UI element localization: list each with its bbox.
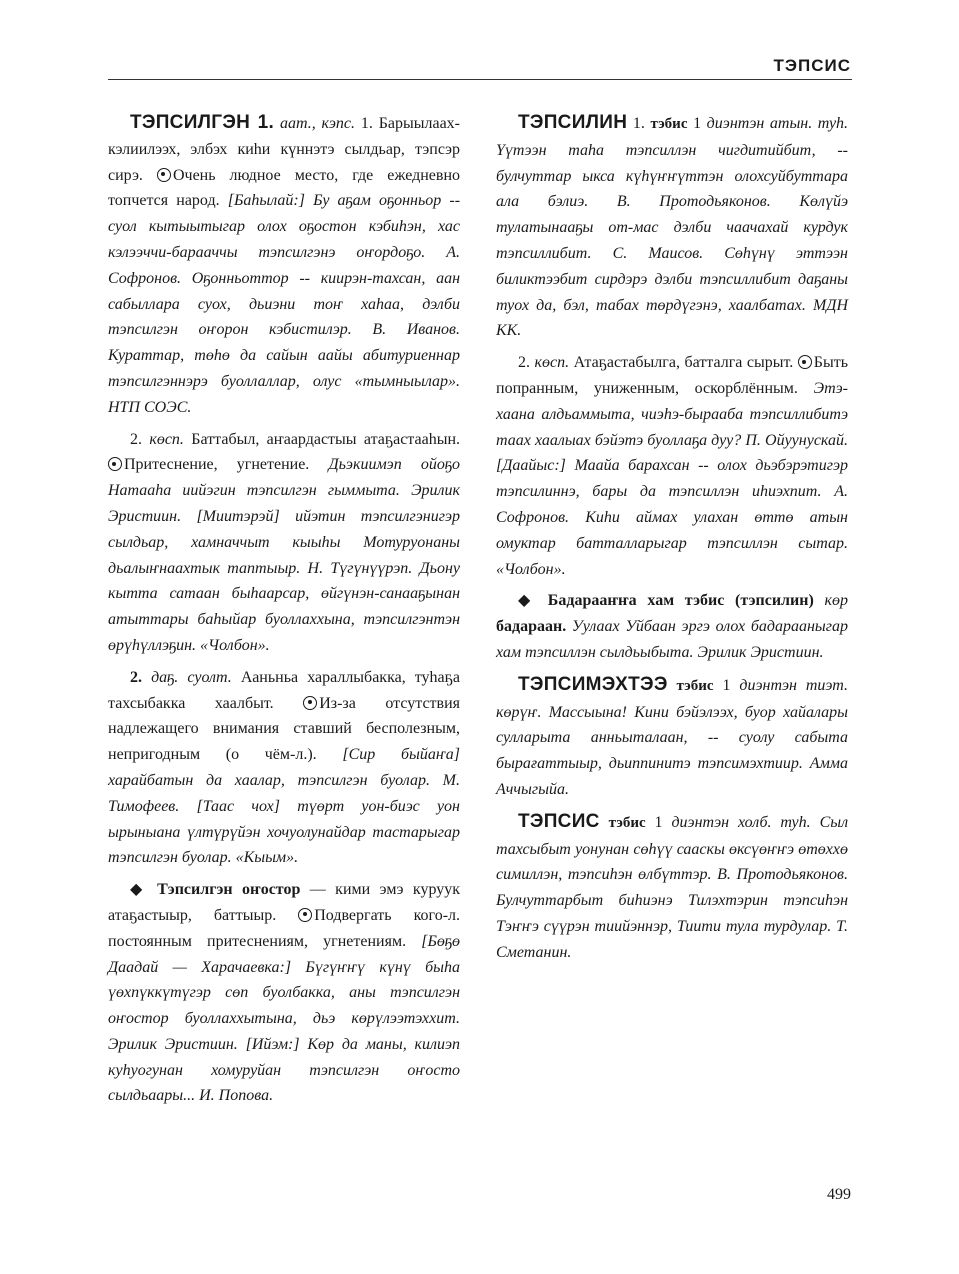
grammar-label: диэнтэн атын. туһ. (706, 115, 849, 132)
definition: Атаҕастабылга, батталга сырыт. (573, 354, 794, 372)
example-citations: Сыл тахсыбыт уонунан сөһүү сааскы өксүөҥҥэ өтөххө симиллэн, тэпсиһэн өлбүттэр. В. Протодьяконов. Булчуттарбыт биһиэнэ Тилэхтэрин тэпсиһэн Тэҥҥэ сүүрэн тиийэннэр, Тиити тула турдулар. Т. Сметанин. (496, 813, 849, 961)
entry-tepsilgen-sense-2 (108, 427, 460, 659)
example-citations: Уулаах Уйбаан эргэ олох бадарааныгар хам тэпсиллэн сылдьыбыта. Эрилик Эристиин. (496, 618, 849, 661)
example-citations: Массыына! Кини бэйэлээх, буор хайалары сулларыта анньыталаан, -- суолу сабыта бырағаттыыр, дьиппинитэ тэпсимэхтиир. Амма Аччыгыйа. (496, 703, 849, 798)
entry-tepsis (496, 809, 848, 966)
phrase-badaraanga (496, 588, 848, 665)
entry-tepsilgen (108, 110, 460, 421)
russian-translation: Подвергать кого-л. постоянным притеснениям, угнетениям. (108, 906, 461, 950)
grammar-label: даҕ. суолт. (151, 668, 232, 686)
russian-translation: Очень людное место, где ежедневно топчется народ. (108, 166, 461, 210)
phrase: Тэпсилгэн оҥостор (157, 881, 301, 899)
example-citations: [Бөҕө Даадай — Харачаевка:] Бүгүҥҥү күнү быһа үөхпүккүтүгэр сөп буолбакка, аны тэпсилгэн оҥостор буоллаххытына, дьэ көрүлээтэххит. Эрилик Эристиин. [Ийэм:] Көр да маны, килиэп куһуогунан хомуруйан тэпсилгэн оҥосто сылдьаары... И. Попова. (108, 932, 461, 1105)
definition: — кими эмэ куруук атаҕастыыр, баттыыр. (108, 881, 461, 924)
entry-tepsilin-sense-2 (496, 350, 848, 582)
headword: ТЭПСИМЭХТЭЭ (518, 673, 668, 695)
example-citations: Үүтээн таһа тэпсиллэн чигдитийбит, -- булчуттар ыкса күһүҥҥүттэн олохсуйбуттара ала бэлиэ. В. Протодьяконов. Көлүйэ тулатынааҕы от-мас дэлби чаачахай курдук тэпсиллибит. С. Маисов. Сөһүнү эттээн биликтээбит сирдэрэ дэлби тэпсиллибит даҕаны туох да, бэл, табах төрдүгэнэ, хаалбатах. МДН КК. (496, 141, 848, 340)
diamond-icon: ◆ (518, 592, 538, 610)
base-word: тэбис (650, 116, 688, 132)
russian-translation: Из-за отсутствия надлежащего внимания ставший бесполезным, непригодным (о чём-л.). (108, 694, 461, 764)
homonym-number: 1 (693, 115, 702, 132)
see-label: көр (824, 592, 849, 610)
russian-translation: Притеснение, угнетение. (124, 456, 310, 474)
russian-translation-icon (303, 696, 317, 710)
example-citations: Этэ-хаана алдьаммыта, чиэһэ-бырааба тэпсиллибитэ таах хаалыах бэйэтэ буоллаҕа дуу? П. Ойуунускай. [Даайыс:] Маайа барахсан -- олох дьэбэрэтигэр тэпсилиннэ, бары да тэпсиллэн иһиэхпит. А. Софронов. Киһи аймах улахан өттө атын омуктар батталларыгар тэпсиллэн сытар. «Чолбон». (496, 379, 849, 578)
headword: ТЭПСИС (518, 810, 600, 832)
sense-number: 2. (518, 354, 530, 372)
definition: Барыылаах-кэлиилээх, элбэх киһи күннэтэ сылдьар, тэпсэр сирэ. (108, 115, 461, 184)
right-column (496, 110, 848, 966)
sense-number: 2. (130, 430, 142, 448)
russian-translation-icon (108, 457, 122, 471)
grammar-label: көсп. (534, 354, 570, 372)
sense-number: 1. (360, 115, 373, 132)
base-word: тэбис (608, 814, 646, 831)
running-head: ТЭПСИС (773, 56, 851, 75)
headword: ТЭПСИЛИН (518, 112, 628, 133)
russian-translation: Быть попранным, униженным, оскорблённым. (496, 354, 849, 397)
russian-translation-icon (798, 355, 812, 369)
entry-tepsimekhtee (496, 672, 848, 803)
russian-translation-icon (298, 908, 312, 922)
left-column (108, 110, 460, 1109)
phrase-tepsilgen-ongostor (108, 877, 460, 1109)
example-citations: [Сир быйаҥа] харайбатын да хаалар, тэпсилгэн буолар. М. Тимофеев. [Таас чох] түөрт уон-биэс уон ырыныана үлтүрүйэн хочуолунайдар тастарыгар тэпсилгэн буолар. «Кыым». (108, 746, 460, 867)
homonym-number: 1 (654, 813, 663, 831)
example-citations: Дьэкиимэп ойоҕо Натааһа иийэгин тэпсилгэн гыммыта. Эрилик Эристиин. [Миитэрэй] ийэтин тэпсилгэнигэр сылдьар, хамначчыт кыыһы Мотуруонаны дьалыҥнаахтык таптыыр. Н. Түгүнүүрэп. Дьону кытта сатаан быһаарсар, өйгүнэн-санааҕынан атыттары баһыйар буоллаххына, тэпсилгэнтэн өрүһүллэҕин. «Чолбон». (108, 456, 460, 654)
entry-tepsilin (496, 110, 848, 344)
base-word: тэбис (676, 677, 714, 694)
cross-reference: бадараан. (496, 618, 567, 636)
phrase: Бадарааҥҥа хам тэбис (тэпсилин) (547, 592, 814, 610)
grammar-label: диэнтэн тиэт. көрүҥ. (496, 676, 849, 721)
russian-translation-icon (157, 168, 171, 182)
page-number: 499 (827, 1186, 851, 1203)
headword: ТЭПСИЛГЭН 1. (130, 112, 275, 133)
sense-number: 1. (632, 115, 645, 132)
definition: Баттабыл, аҥаардастыы атаҕастааһын. (191, 430, 461, 448)
example-citations: [Баһылай:] Бу аҕам оҕонньор -- суол кытыытыгар олох оҕостон кэбиһэн, хас кэлээччи-барааччы тэпсилгэнэ оҥордоҕо. А. Софронов. Оҕонньоттор -- киирэн-тахсан, аан сабыллара суох, дьиэни тоҥ хаһаа, дэлби тэпсилгэн оҥорон кэбистилэр. В. Иванов. Кураттар, төһө да сайын аайы абитуриеннар тэпсилгэннэрэ буоллаллар, олус «тымныылар». НТП СОЭС. (108, 192, 461, 416)
diamond-icon: ◆ (130, 881, 148, 899)
entry-tepsilgen-adj (108, 665, 460, 871)
definition: Ааньньа хараллыбакка, туһаҕа тахсыбакка хаалбыт. (108, 668, 461, 712)
grammar-label: көсп. (149, 430, 184, 448)
header-rule (108, 79, 852, 80)
grammar-label: аат., кэпс. (279, 115, 355, 132)
sense-number: 2. (130, 668, 142, 686)
grammar-label: диэнтэн холб. туһ. (671, 813, 811, 831)
homonym-number: 1 (722, 676, 731, 694)
